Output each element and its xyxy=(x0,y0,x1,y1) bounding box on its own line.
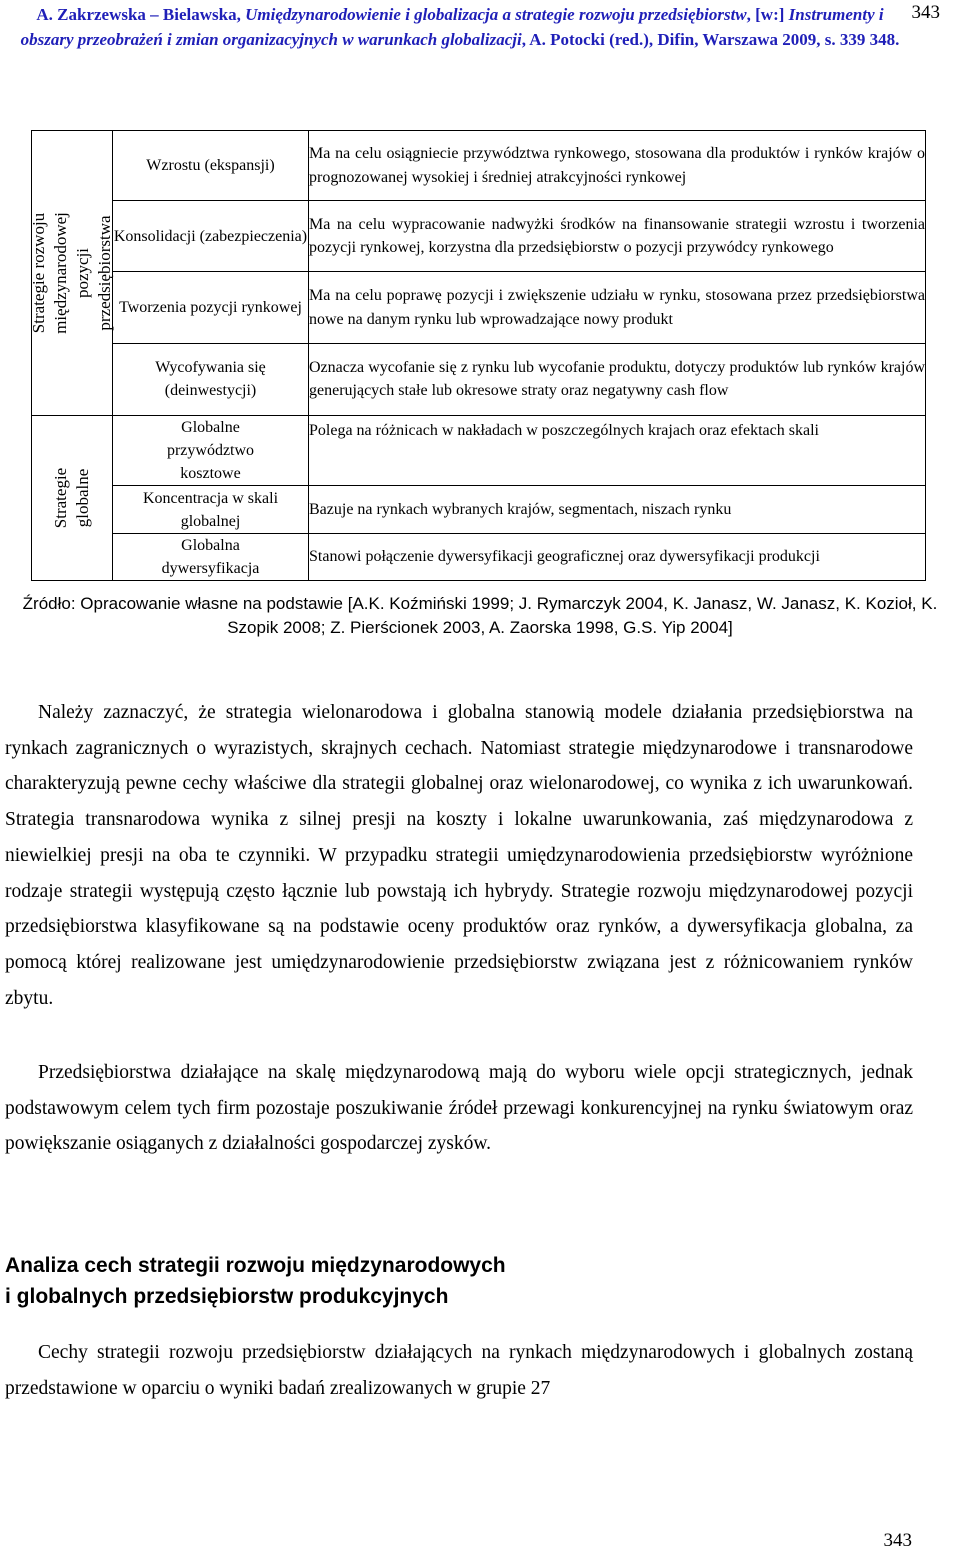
citation-header xyxy=(20,3,900,52)
table-row xyxy=(32,343,926,415)
table-source-note: Źródło: Opracowanie własne na podstawie [A.K. Koźmiński 1999; J. Rymarczyk 2004, K. Janasz, W. Janasz, K. Kozioł, K. Szopik 2008; Z. Pierścionek 2003, A. Zaorska 1998, G.S. Yip 2004] xyxy=(22,594,938,637)
strategy-name: Koncentracja w skali globalnej xyxy=(113,486,309,534)
group-cell-development xyxy=(29,131,114,416)
page-number-top: 343 xyxy=(911,2,940,23)
body-paragraph: Przedsiębiorstwa działające na skalę międzynarodową mają do wyboru wiele opcji strategicznych, jednak podstawowym celem tych firm pozostaje poszukiwanie źródeł przewagi konkurencyjnej na rynku światowym oraz powiększanie osiąganych z działalności gospodarczej zysków. xyxy=(5,1062,913,1155)
table-row xyxy=(32,201,926,272)
group-label-development: Strategie rozwoju międzynarodowej pozycji przedsiębiorstwa xyxy=(29,212,114,334)
section-heading-line: i globalnych przedsiębiorstw produkcyjnych xyxy=(5,1285,449,1308)
strategy-description: Bazuje na rynkach wybranych krajów, segmentach, niszach rynku xyxy=(309,486,926,534)
body-paragraph: Cechy strategii rozwoju przedsiębiorstw działających na rynkach międzynarodowych i globalnych zostaną przedstawione w oparciu o wyniki badań zrealizowanych w grupie 27 xyxy=(5,1342,913,1399)
strategy-name: Wycofywania się (deinwestycji) xyxy=(113,343,309,415)
table-row xyxy=(32,272,926,343)
strategy-table xyxy=(31,130,926,581)
group-label-global: Strategie globalne xyxy=(51,467,92,529)
header-mid: , [w:] xyxy=(746,5,789,24)
table-row xyxy=(32,486,926,534)
strategy-name: Globalne przywództwo kosztowe xyxy=(113,416,309,486)
table-row xyxy=(32,416,926,486)
header-book: Instrumenty i obszary przeobrażeń i zmian organizacyjnych w warunkach globalizacji xyxy=(20,5,884,49)
strategy-description: Ma na celu wypracowanie nadwyżki środków na finansowanie strategii wzrostu i tworzenia pozycji rynkowej, korzystna dla przedsiębiorstw o pozycji przywódcy rynkowego xyxy=(309,201,926,272)
strategy-description: Stanowi połączenie dywersyfikacji geograficznej oraz dywersyfikacji produkcji xyxy=(309,534,926,581)
strategy-description: Ma na celu poprawę pozycji i zwiększenie udziału w rynku, stosowana przez przedsiębiorstwa nowe na danym rynku lub wprowadzające nowy produkt xyxy=(309,272,926,343)
page-number-bottom: 343 xyxy=(883,1530,912,1551)
strategy-description: Ma na celu osiągniecie przywództwa rynkowego, stosowana dla produktów i rynków krajów o prognozowanej wysokiej i średniej atrakcyjności rynkowej xyxy=(309,131,926,201)
strategy-description: Oznacza wycofanie się z rynku lub wycofanie produktu, dotyczy produktów lub rynków krajów generujących stałe lub okresowe straty oraz negatywny cash flow xyxy=(309,343,926,415)
group-cell-global xyxy=(32,416,113,581)
strategy-name: Konsolidacji (zabezpieczenia) xyxy=(113,201,309,272)
header-author: A. Zakrzewska – Bielawska, xyxy=(36,5,246,24)
body-paragraph: Należy zaznaczyć, że strategia wielonarodowa i globalna stanowią modele działania przedsiębiorstwa na rynkach zagranicznych o wyrazistych, skrajnych cechach. Natomiast strategie międzynarodowe i transnarodowe charakteryzują pewne cechy właściwe dla strategii globalnej oraz wielonarodowej, co wynika z ich uwarunkowań. Strategia transnarodowa wynika z silnej presji na koszty i lokalne uwarunkowania, zaś międzynarodowa z niewielkiej presji na oba te czynniki. W przypadku strategii umiędzynarodowienia przedsiębiorstw wyróżnione rodzaje strategii występują często łącznie lub powstają ich hybrydy. Strategie rozwoju międzynarodowej pozycji przedsiębiorstwa klasyfikowane są na podstawie oceny produktów oraz rynków, a dywersyfikacja globalna, za pomocą której realizowane jest umiędzynarodowienie przedsiębiorstw związana jest z różnicowaniem rynków zbytu. xyxy=(5,702,913,1009)
strategy-name: Tworzenia pozycji rynkowej xyxy=(113,272,309,343)
section-heading-line: Analiza cech strategii rozwoju międzynarodowych xyxy=(5,1254,506,1277)
strategy-name: Globalna dywersyfikacja xyxy=(113,534,309,581)
table-row xyxy=(32,534,926,581)
strategy-name: Wzrostu (ekspansji) xyxy=(113,131,309,201)
section-heading xyxy=(5,1250,905,1312)
table-row xyxy=(32,131,926,201)
header-citation: , A. Potocki (red.), Difin, Warszawa 2009, s. 339 348. xyxy=(521,29,900,49)
strategy-description: Polega na różnicach w nakładach w poszczególnych krajach oraz efektach skali xyxy=(309,416,926,486)
header-title: Umiędzynarodowienie i globalizacja a strategie rozwoju przedsiębiorstw xyxy=(245,5,747,24)
